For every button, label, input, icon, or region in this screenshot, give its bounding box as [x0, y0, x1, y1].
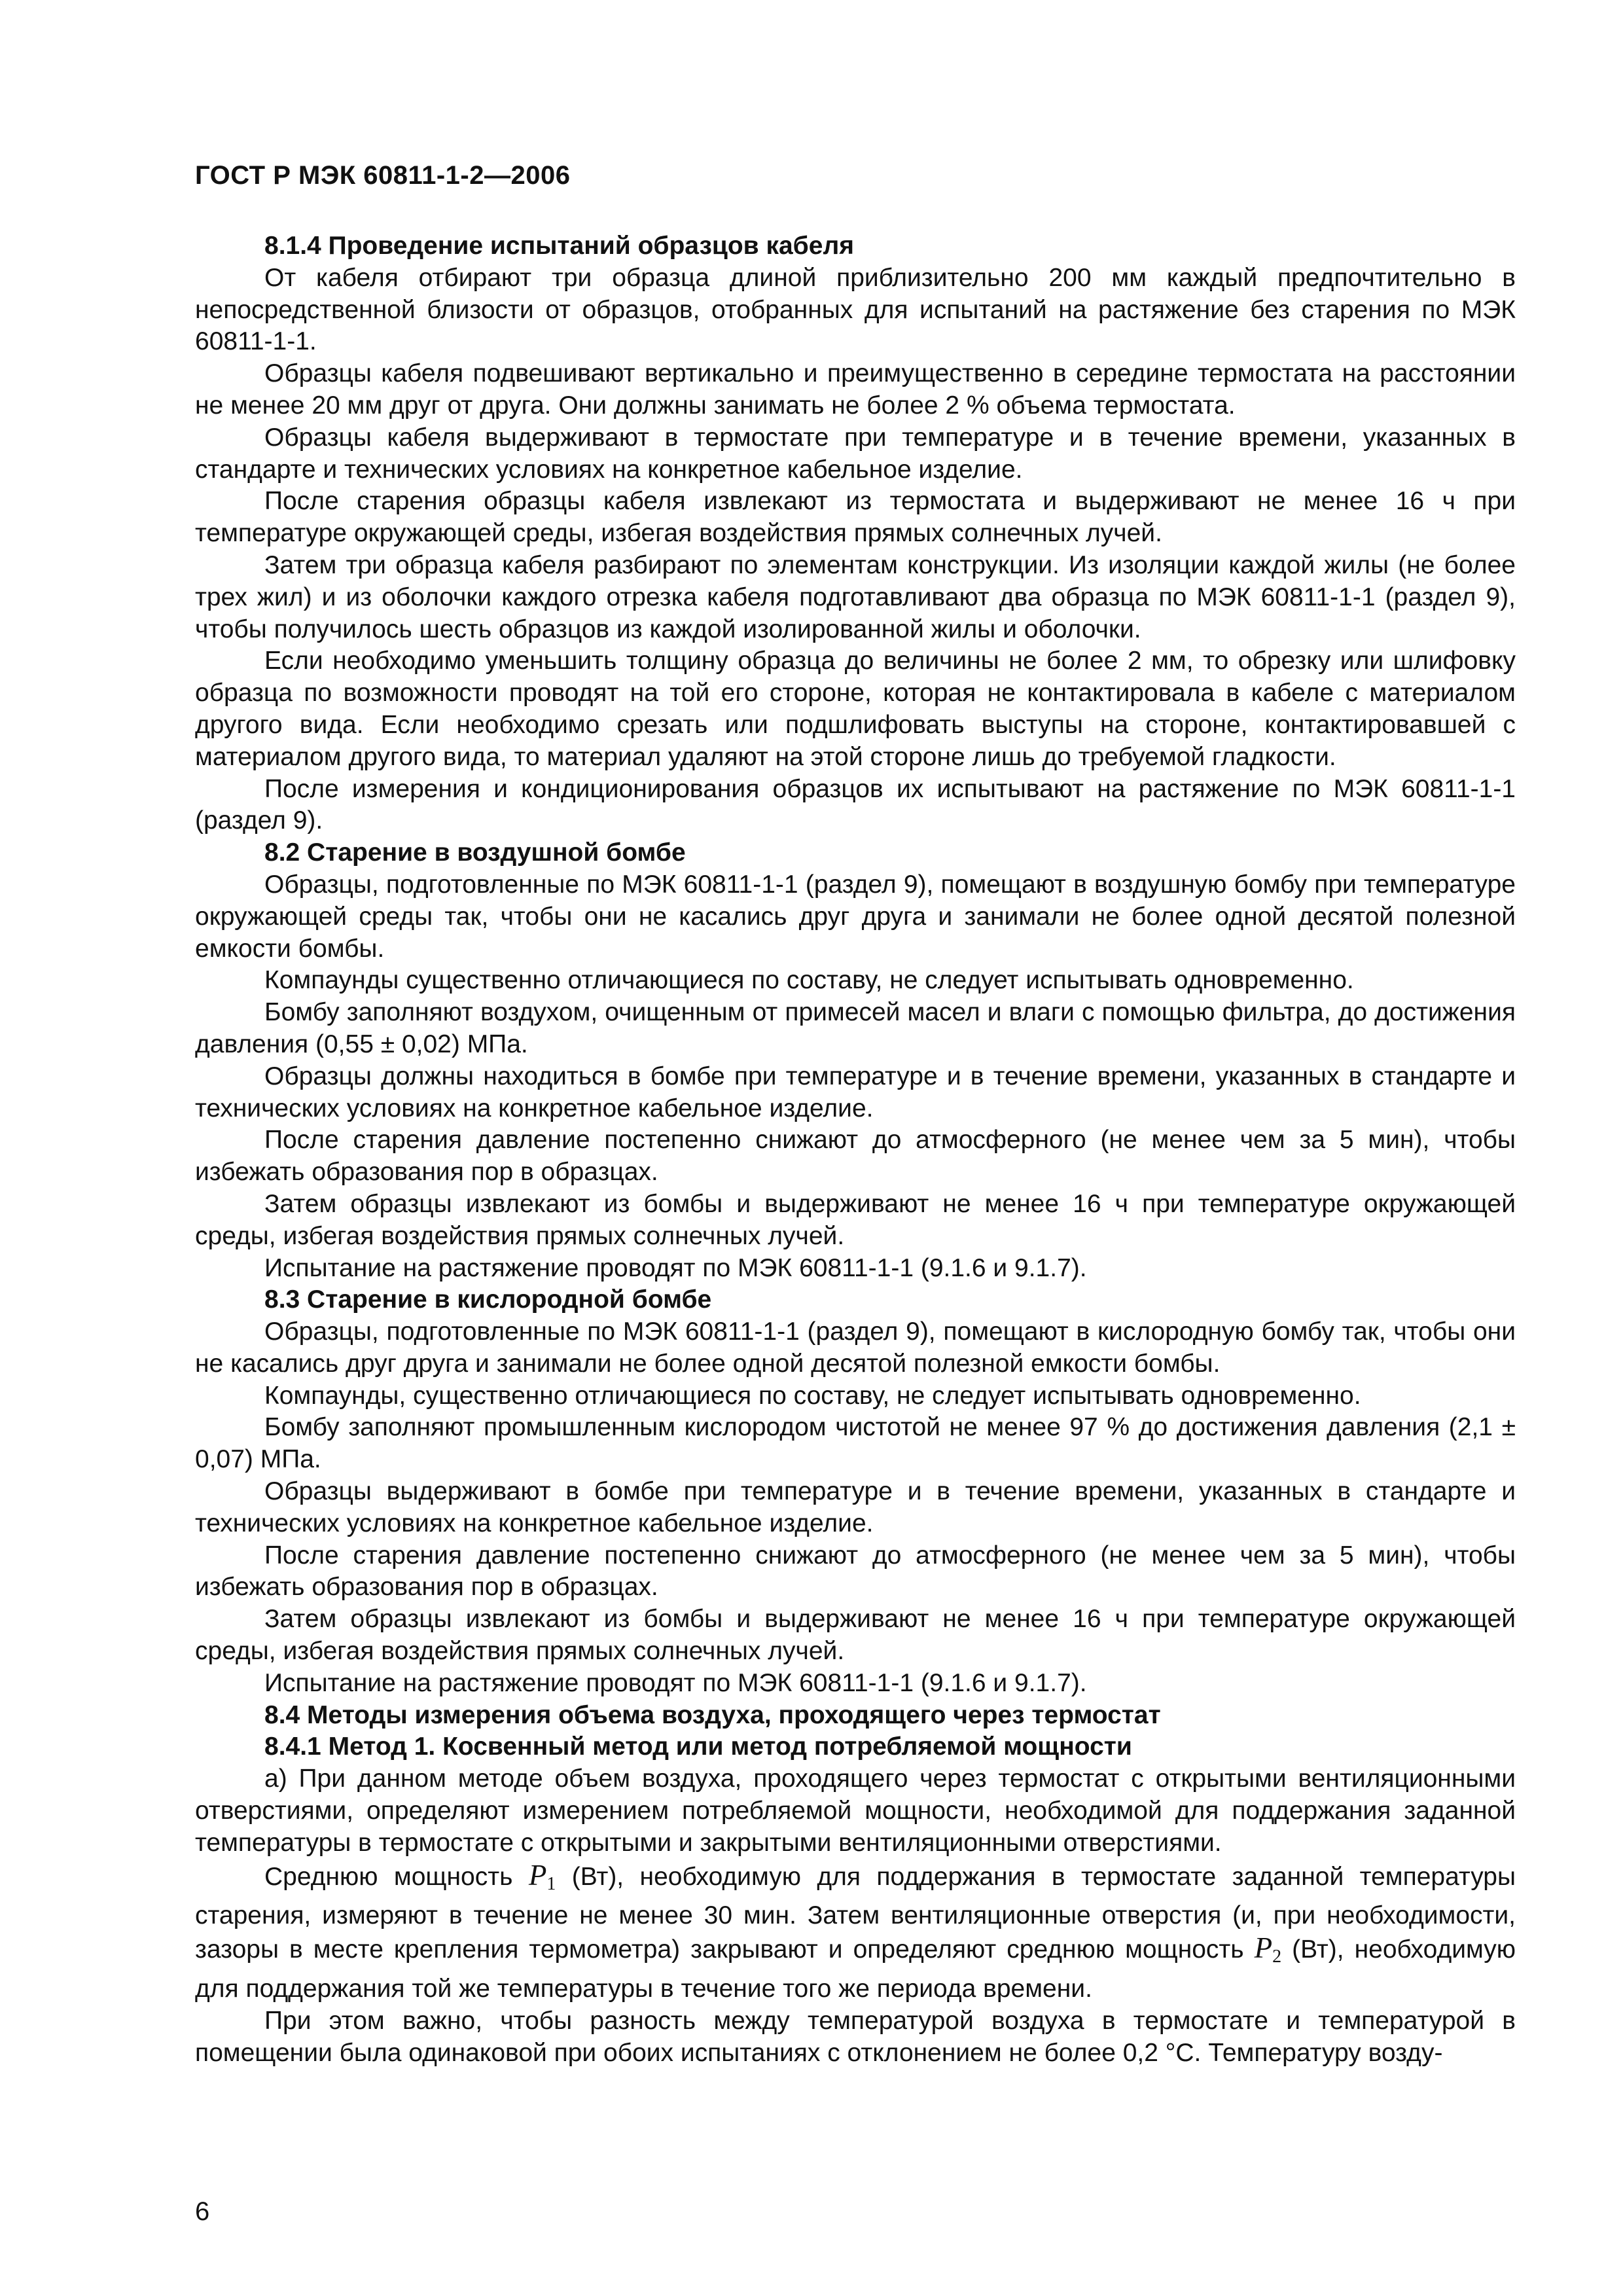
paragraph-text: (Вт), необходимую для поддержания той же температуры в течение того же периода времени. [195, 1935, 1516, 2003]
section-heading: 8.4.1 Метод 1. Косвенный метод или метод потребляемой мощности [264, 1732, 1132, 1761]
paragraph [195, 1859, 1516, 2005]
paragraph: Затем три образца кабеля разбирают по элементам конструкции. Из изоляции каждой жилы (не более трех жил) и из оболочки каждого отрезка кабеля подготавливают два образца по МЭК 60811-1-1 (раздел 9), чтобы получилось шесть образцов из каждой изолированной жилы и оболочки. [195, 550, 1516, 643]
power-symbol-p2-subscript: 2 [1272, 1946, 1282, 1967]
paragraph: После старения образцы кабеля извлекают из термостата и выдерживают не менее 16 ч при температуре окружающей среды, избегая воздействия прямых солнечных лучей. [195, 487, 1516, 548]
power-symbol-p1 [529, 1859, 556, 1892]
paragraph-text: (Вт), необходимую для поддержания в термостате заданной температуры старения, измеряют в течение не менее 30 мин. Затем вентиляционные отверстия (и, при необходимости, зазоры в месте крепления термометра) закрывают и определяют среднюю мощность [195, 1862, 1516, 1964]
paragraph: Образцы, подготовленные по МЭК 60811-1-1 (раздел 9), помещают в воздушную бомбу при температуре окружающей среды так, чтобы они не касались друг друга и занимали не более одной десятой полезной емкости бомбы. [195, 870, 1516, 963]
paragraph: Бомбу заполняют промышленным кислородом чистотой не менее 97 % до достижения давления (2,1 ± 0,07) МПа. [195, 1413, 1516, 1474]
paragraph: Образцы кабеля выдерживают в термостате при температуре и в течение времени, указанных в стандарте и технических условиях на конкретное кабельное изделие. [195, 423, 1516, 484]
power-symbol-p1-subscript: 1 [546, 1873, 556, 1894]
paragraph: Испытание на растяжение проводят по МЭК 60811-1-1 (9.1.6 и 9.1.7). [264, 1668, 1087, 1697]
paragraph: Образцы выдерживают в бомбе при температуре и в течение времени, указанных в стандарте и технических условиях на конкретное кабельное изделие. [195, 1477, 1516, 1537]
page-number: 6 [195, 2197, 210, 2226]
power-symbol-p2-letter: P [1254, 1931, 1273, 1965]
paragraph: Образцы кабеля подвешивают вертикально и преимущественно в середине термостата на расстоянии не менее 20 мм друг от друга. Они должны занимать не более 2 % объема термостата. [195, 359, 1516, 420]
paragraph: Бомбу заполняют воздухом, очищенным от примесей масел и влаги с помощью фильтра, до достижения давления (0,55 ± 0,02) МПа. [195, 998, 1516, 1058]
paragraph: Испытание на растяжение проводят по МЭК 60811-1-1 (9.1.6 и 9.1.7). [264, 1253, 1087, 1282]
paragraph: После измерения и кондиционирования образцов их испытывают на растяжение по МЭК 60811-1-1 (раздел 9). [195, 774, 1516, 835]
section-heading: 8.4 Методы измерения объема воздуха, проходящего через термостат [264, 1700, 1161, 1729]
paragraph: От кабеля отбирают три образца длиной приблизительно 200 мм каждый предпочтительно в непосредственной близости от образцов, отобранных для испытаний на растяжение без старения по МЭК 60811-1-1. [195, 263, 1516, 356]
paragraph: Затем образцы извлекают из бомбы и выдерживают не менее 16 ч при температуре окружающей среды, избегая воздействия прямых солнечных лучей. [195, 1605, 1516, 1666]
paragraph: После старения давление постепенно снижают до атмосферного (не менее чем за 5 мин), чтобы избежать образования пор в образцах. [195, 1126, 1516, 1187]
section-heading: 8.1.4 Проведение испытаний образцов кабеля [264, 232, 854, 260]
power-symbol-p1-letter: P [528, 1858, 547, 1892]
paragraph: Образцы, подготовленные по МЭК 60811-1-1 (раздел 9), помещают в кислородную бомбу так, чтобы они не касались друг друга и занимали не более одной десятой полезной емкости бомбы. [195, 1318, 1516, 1378]
paragraph: Если необходимо уменьшить толщину образца до величины не более 2 мм, то обрезку или шлифовку образца по возможности проводят на той его стороне, которая не контактировала в кабеле с материалом другого вида. Если необходимо срезать или подшлифовать выступы на стороне, контактировавшей с материалом другого вида, то материал удаляют на этой стороне лишь до требуемой гладкости. [195, 647, 1516, 771]
power-symbol-p2 [1254, 1931, 1282, 1967]
paragraph: После старения давление постепенно снижают до атмосферного (не менее чем за 5 мин), чтобы избежать образования пор в образцах. [195, 1541, 1516, 1602]
paragraph-text: Среднюю мощность [264, 1862, 529, 1891]
document-body [195, 230, 1516, 2069]
paragraph: Образцы должны находиться в бомбе при температуре и в течение времени, указанных в стандарте и технических условиях на конкретное кабельное изделие. [195, 1062, 1516, 1122]
paragraph: а) При данном методе объем воздуха, проходящего через термостат с открытыми вентиляционными отверстиями, определяют измерением потребляемой мощности, необходимой для поддержания заданной температуры в термостате с открытыми и закрытыми вентиляционными отверстиями. [195, 1765, 1516, 1857]
paragraph: При этом важно, чтобы разность между температурой воздуха в термостате и температурой в помещении была одинаковой при обоих испытаниях с отклонением не более 0,2 °С. Температуру возду- [195, 2006, 1516, 2067]
paragraph: Компаунды существенно отличающиеся по составу, не следует испытывать одновременно. [264, 966, 1354, 995]
paragraph: Компаунды, существенно отличающиеся по составу, не следует испытывать одновременно. [264, 1381, 1361, 1410]
paragraph: Затем образцы извлекают из бомбы и выдерживают не менее 16 ч при температуре окружающей среды, избегая воздействия прямых солнечных лучей. [195, 1189, 1516, 1250]
document-header: ГОСТ Р МЭК 60811-1-2—2006 [195, 161, 571, 190]
section-heading: 8.3 Старение в кислородной бомбе [264, 1285, 712, 1314]
section-heading: 8.2 Старение в воздушной бомбе [264, 838, 686, 867]
